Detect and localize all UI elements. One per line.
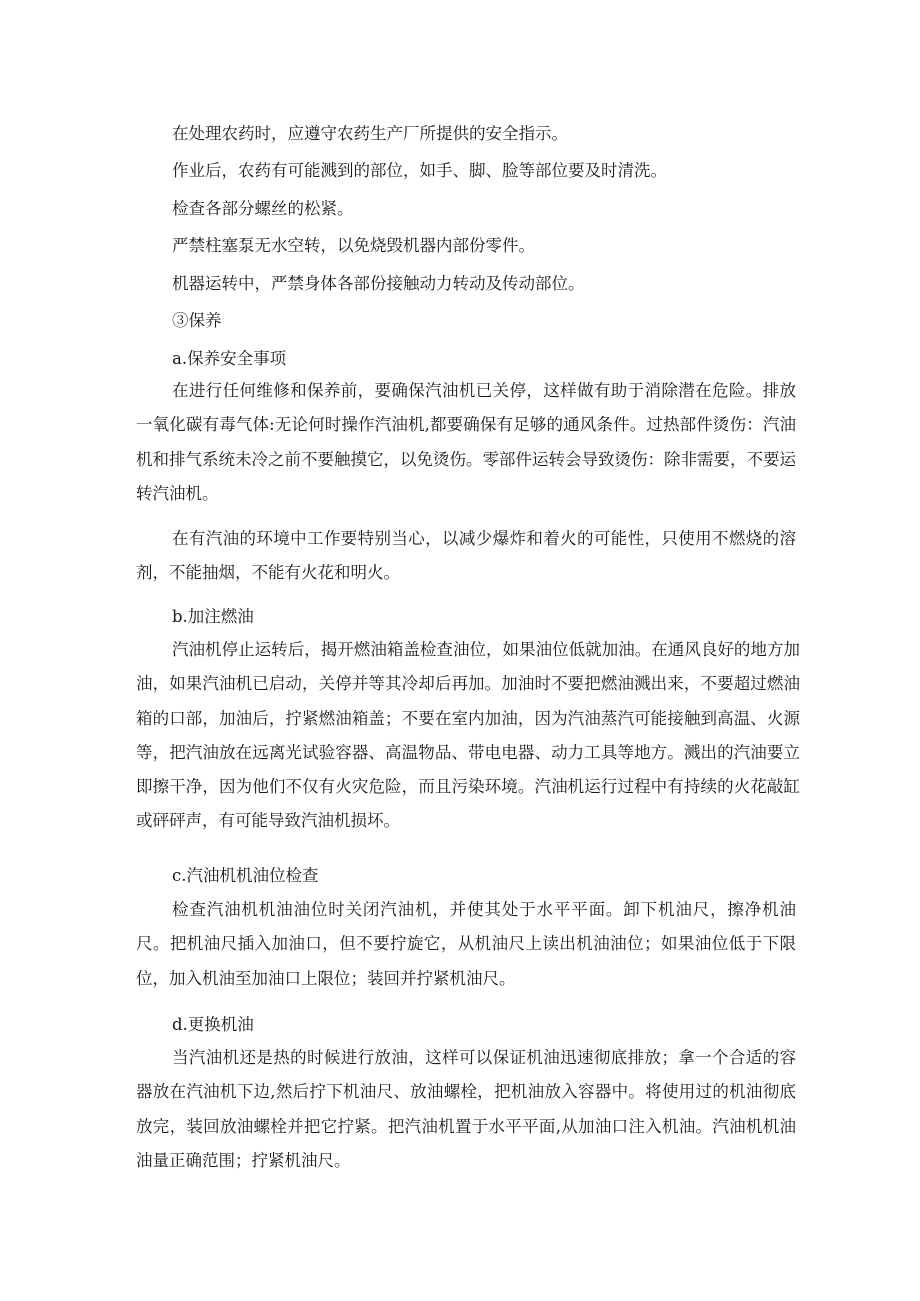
section-d-heading: d.更换机油 [172,1015,254,1034]
section-b-paragraph: 汽油机停止运转后，揭开燃油箱盖检查油位，如果油位低就加油。在通风良好的地方加油，如果汽油机已启动，关停并等其冷却后再加。加油时不要把燃油溅出来，不要超过燃油箱的口部，加油后，拧紧燃油箱盖；不要在室内加油，因为汽油蒸汽可能接触到高温、火源等，把汽油放在远离光试验容器、高温物品、带电电器、动力工具等地方。溅出的汽油要立即擦干净，因为他们不仅有火灾危险，而且污染环境。汽油机运行过程中有持续的火花敲缸或砰砰声，有可能导致汽油机损坏。 [136,640,800,831]
section-a-paragraph-1: 在进行任何维修和保养前，要确保汽油机已关停，这样做有助于消除潜在危险。排放一氧化碳有毒气体:无论何时操作汽油机,都要确保有足够的通风条件。过热部件烫伤：汽油机和排气系统未冷之前不要触摸它，以免烫伤。零部件运转会导致烫伤：除非需要，不要运转汽油机。 [136,381,796,503]
section-b-heading: b.加注燃油 [172,607,254,626]
note-pesticide-safety: 在处理农药时，应遵守农药生产厂所提供的安全指示。 [172,124,568,143]
section-d-paragraph: 当汽油机还是热的时候进行放油，这样可以保证机油迅速彻底排放；拿一个合适的容器放在汽油机下边,然后拧下机油尺、放油螺栓，把机油放入容器中。将使用过的机油彻底放完，装回放油螺栓并把它拧紧。把汽油机置于水平平面,从加油口注入机油。汽油机机油油量正确范围；拧紧机油尺。 [136,1048,796,1170]
section-a-heading: a.保养安全事项 [172,349,287,368]
note-wash-after-work: 作业后，农药有可能溅到的部位，如手、脚、脸等部位要及时清洗。 [172,161,667,180]
note-keep-clear-moving-parts: 机器运转中，严禁身体各部份接触动力转动及传动部位。 [172,274,585,293]
section-a-paragraph-2: 在有汽油的环境中工作要特别当心，以减少爆炸和着火的可能性，只使用不燃烧的溶剂，不能抽烟，不能有火花和明火。 [136,529,796,583]
note-check-screws: 检查各部分螺丝的松紧。 [172,199,354,218]
section-c-heading: c.汽油机机油位检查 [172,866,319,885]
note-no-dry-run: 严禁柱塞泵无水空转，以免烧毁机器内部份零件。 [172,236,535,255]
maintenance-heading: ③保养 [172,311,222,330]
section-c-paragraph: 检查汽油机机油油位时关闭汽油机，并使其处于水平平面。卸下机油尺，擦净机油尺。把机油尺插入加油口，但不要拧旋它，从机油尺上读出机油油位；如果油位低于下限位，加入机油至加油口上限位；装回并拧紧机油尺。 [136,900,796,988]
